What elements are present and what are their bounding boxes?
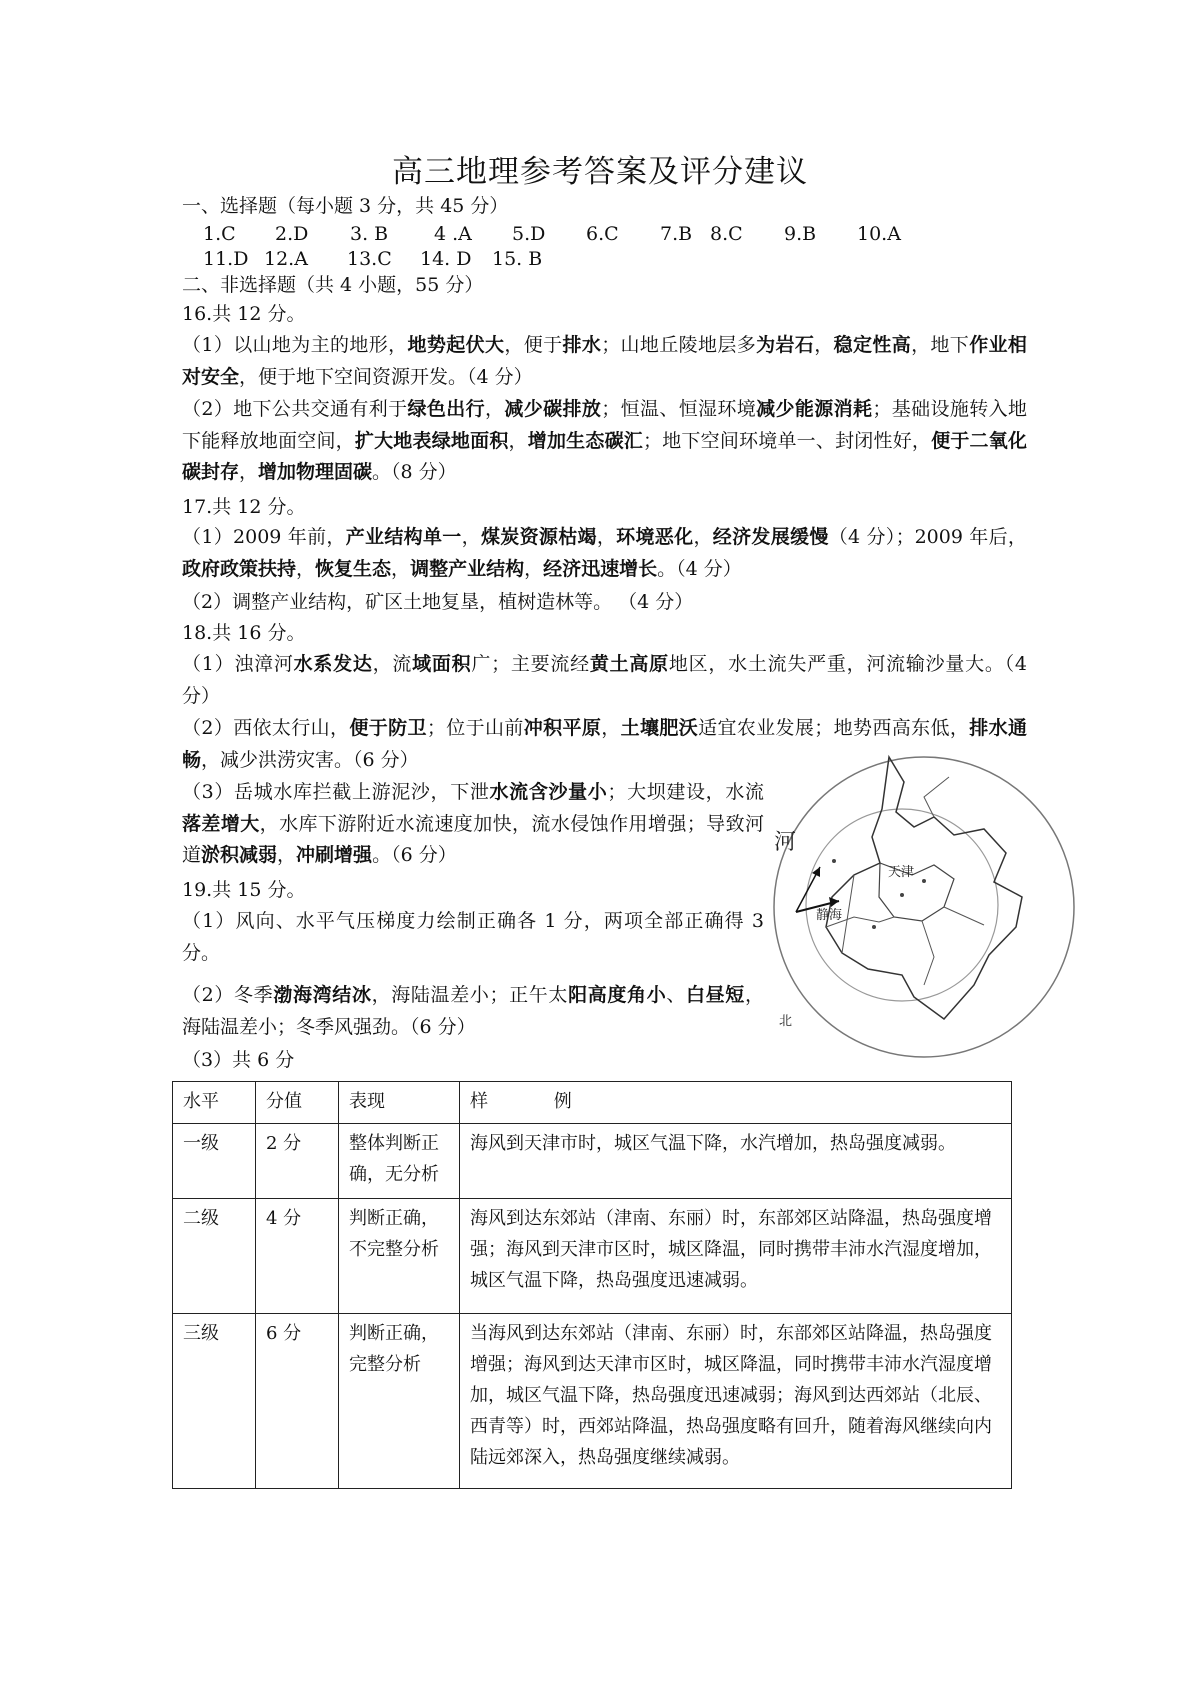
- text: 广；主要流经: [471, 653, 590, 675]
- text: （3）岳城水库拦截上游泥沙，下泄: [182, 781, 490, 803]
- q16-part2: [182, 394, 1027, 489]
- answer-4: 4 .A: [434, 223, 472, 245]
- text: ；恒温、恒湿环境: [601, 398, 757, 420]
- answer-7: 7.B: [660, 223, 693, 245]
- cell-level: 二级: [173, 1199, 256, 1314]
- station-dot: [832, 859, 836, 863]
- q18-part1: [182, 649, 1027, 712]
- key-point: 调整产业结构: [410, 557, 525, 580]
- answer-15: 15. B: [492, 248, 543, 270]
- answer-3: 3. B: [350, 223, 389, 245]
- cell-score: 2 分: [256, 1124, 339, 1199]
- q18-part3: [182, 777, 764, 872]
- cell-level: 一级: [173, 1124, 256, 1199]
- text: 。（4 分）: [657, 557, 742, 580]
- table-row: [173, 1199, 1012, 1314]
- text: ，流: [372, 653, 413, 675]
- answer-6: 6.C: [586, 223, 619, 245]
- text: ，水库下游附近水流速度加快，流水侵蚀作用增强；导致河道: [182, 812, 764, 866]
- q17-header: 17.共 12 分。: [182, 496, 306, 518]
- cell-example: 当海风到达东郊站（津南、东丽）时，东部郊区站降温，热岛强度增强；海风到达天津市区时，城区降温，同时携带丰沛水汽湿度增加，城区气温下降，热岛强度迅速减弱；海风到达西郊站（北辰、西青等）时，西郊站降温，热岛强度略有回升，随着海风继续向内陆远郊深入，热岛强度继续减弱。: [460, 1314, 1012, 1489]
- key-point: 冲积平原: [523, 717, 602, 739]
- answer-12: 12.A: [264, 248, 308, 270]
- map-label-bei: 北: [779, 1014, 793, 1029]
- cell-score: 6 分: [256, 1314, 339, 1489]
- key-point: 产业结构单一: [345, 526, 462, 548]
- key-point: 增加物理固碳: [258, 461, 373, 483]
- text: ；基础设施转入地下能释放地面空间，: [182, 398, 1027, 452]
- text: ；大坝建设，水流: [607, 781, 764, 803]
- text: ，: [296, 557, 316, 580]
- q19-header: 19.共 15 分。: [182, 879, 306, 901]
- table-row: [173, 1314, 1012, 1489]
- text: ；山地丘陵地层多: [601, 334, 757, 356]
- inner-ring: [806, 809, 998, 1001]
- text: ；地下空间环境单一、封闭性好，: [643, 429, 932, 452]
- text: ，便于: [504, 334, 563, 356]
- answer-2: 2.D: [275, 223, 309, 245]
- text: （2）西依太行山，: [182, 717, 350, 739]
- q16-header: 16.共 12 分。: [182, 303, 306, 325]
- key-point: 绿色出行: [407, 398, 485, 420]
- text: 地区，水土流失严重，河流输沙量大。（4 分）: [182, 653, 1027, 707]
- key-point: 减少碳排放: [504, 398, 602, 420]
- answer-13: 13.C: [347, 248, 392, 270]
- text: （1）以山地为主的地形，: [182, 334, 408, 356]
- key-point: 作业相对安全: [182, 334, 1027, 388]
- cell-level: 三级: [173, 1314, 256, 1489]
- text: （1）2009 年前，: [182, 526, 346, 548]
- key-point: 冲刷增强: [296, 844, 373, 866]
- key-point: 扩大地表绿地面积: [354, 429, 509, 452]
- tianjin-sea-breeze-map: [774, 757, 1034, 1029]
- text: 、: [666, 984, 686, 1006]
- text: 。（8 分）: [372, 461, 457, 483]
- key-point: 淤积减弱: [201, 844, 278, 866]
- key-point: 白昼短: [686, 984, 745, 1006]
- text: （2）地下公共交通有利于: [182, 398, 408, 420]
- answer-5: 5.D: [512, 223, 546, 245]
- text: （2）冬季: [182, 984, 274, 1006]
- cell-performance: 判断正确，完整分析: [339, 1314, 460, 1489]
- station-dot: [900, 893, 904, 897]
- text: ，: [508, 429, 528, 452]
- key-point: 减少能源消耗: [756, 398, 873, 420]
- cell-example: 海风到天津市时，城区气温下降，水汽增加，热岛强度减弱。: [460, 1124, 1012, 1199]
- text: ，海陆温差小；正午太: [371, 984, 569, 1006]
- cell-performance: 判断正确，不完整分析: [339, 1199, 460, 1314]
- key-point: 稳定性高: [833, 334, 912, 356]
- text: （4 分）；2009 年后，: [828, 526, 1027, 548]
- cell-example: 海风到达东郊站（津南、东丽）时，东部郊区站降温，热岛强度增强；海风到天津市区时，城区降温，同时携带丰沛水汽湿度增加，城区气温下降，热岛强度迅速减弱。: [460, 1199, 1012, 1314]
- key-point: 环境恶化: [616, 526, 694, 548]
- q19-part2: [182, 980, 764, 1043]
- key-point: 便于防卫: [349, 717, 427, 739]
- map-label-jinghai: 静海: [816, 908, 843, 923]
- table-row: [173, 1124, 1012, 1199]
- answer-11: 11.D: [203, 248, 249, 270]
- cell-score: 4 分: [256, 1199, 339, 1314]
- text: ，: [601, 717, 621, 739]
- answer-10: 10.A: [857, 223, 901, 245]
- text: ，: [693, 526, 713, 548]
- text: 适宜农业发展；地势西高东低，: [698, 717, 970, 739]
- key-point: 地势起伏大: [407, 334, 505, 356]
- text: ，: [461, 526, 481, 548]
- map-label-he: 河: [774, 830, 797, 855]
- q17-part2: （2）调整产业结构，矿区土地复垦，植树造林等。 （4 分）: [182, 591, 694, 613]
- map-label-tianjin: 天津: [888, 865, 915, 880]
- text: ，: [524, 557, 544, 580]
- rubric-table: [172, 1081, 1012, 1489]
- text: ，减少洪涝灾害。（6 分）: [201, 748, 419, 771]
- answer-14: 14. D: [420, 248, 472, 270]
- text: ，: [814, 334, 834, 356]
- key-point: 水系发达: [293, 653, 373, 675]
- section1-heading: 一、选择题（每小题 3 分，共 45 分）: [182, 195, 509, 217]
- key-point: 经济发展缓慢: [712, 526, 829, 548]
- text: ，海陆温差小；冬季风强劲。（6 分）: [182, 984, 764, 1038]
- q19-part1: （1）风向、水平气压梯度力绘制正确各 1 分，两项全部正确得 3 分。: [182, 910, 764, 964]
- header-score: 分值: [256, 1082, 339, 1124]
- key-point: 政府政策扶持: [182, 557, 297, 580]
- text: ，便于地下空间资源开发。（4 分）: [239, 365, 533, 388]
- key-point: 阳高度角小: [568, 984, 667, 1006]
- text: ，: [239, 461, 259, 483]
- key-point: 渤海湾结冰: [273, 984, 372, 1006]
- q17-part1: [182, 522, 1027, 585]
- key-point: 排水: [562, 334, 602, 356]
- text: 。（6 分）: [372, 844, 457, 866]
- key-point: 土壤肥沃: [620, 717, 699, 739]
- station-dot: [872, 925, 876, 929]
- key-point: 恢复生态: [315, 557, 392, 580]
- key-point: 黄土高原: [589, 653, 669, 675]
- answer-9: 9.B: [784, 223, 817, 245]
- key-point: 落差增大: [182, 812, 260, 835]
- text: ，: [485, 398, 505, 420]
- key-point: 水流含沙量小: [489, 781, 608, 803]
- header-performance: 表现: [339, 1082, 460, 1124]
- key-point: 增加生态碳汇: [527, 429, 644, 452]
- header-level: 水平: [173, 1082, 256, 1124]
- key-point: 排水通畅: [182, 717, 1027, 771]
- section2-heading: 二、非选择题（共 4 小题，55 分）: [182, 274, 484, 296]
- key-point: 便于二氧化碳封存: [182, 429, 1027, 483]
- table-header-row: [173, 1082, 1012, 1124]
- key-point: 煤炭资源枯竭: [480, 526, 597, 548]
- page-title: 高三地理参考答案及评分建议: [392, 154, 808, 190]
- text: ，: [277, 844, 297, 866]
- answer-8: 8.C: [710, 223, 743, 245]
- station-dot: [922, 879, 926, 883]
- q19-part3: （3）共 6 分: [182, 1049, 295, 1071]
- text: ，: [391, 557, 411, 580]
- key-point: 经济迅速增长: [543, 557, 658, 580]
- key-point: 域面积: [412, 653, 472, 675]
- text: ；位于山前: [426, 717, 524, 739]
- answer-1: 1.C: [203, 223, 236, 245]
- text: ，: [596, 526, 617, 548]
- q16-part1: [182, 330, 1027, 393]
- header-example: 样 例: [460, 1082, 1012, 1124]
- text: （1）浊漳河: [182, 653, 294, 675]
- cell-performance: 整体判断正确，无分析: [339, 1124, 460, 1199]
- district-borders: [826, 777, 984, 985]
- text: ，地下: [911, 334, 970, 356]
- tianjin-boundary: [826, 757, 1022, 1019]
- q18-header: 18.共 16 分。: [182, 622, 306, 644]
- key-point: 为岩石: [756, 334, 815, 356]
